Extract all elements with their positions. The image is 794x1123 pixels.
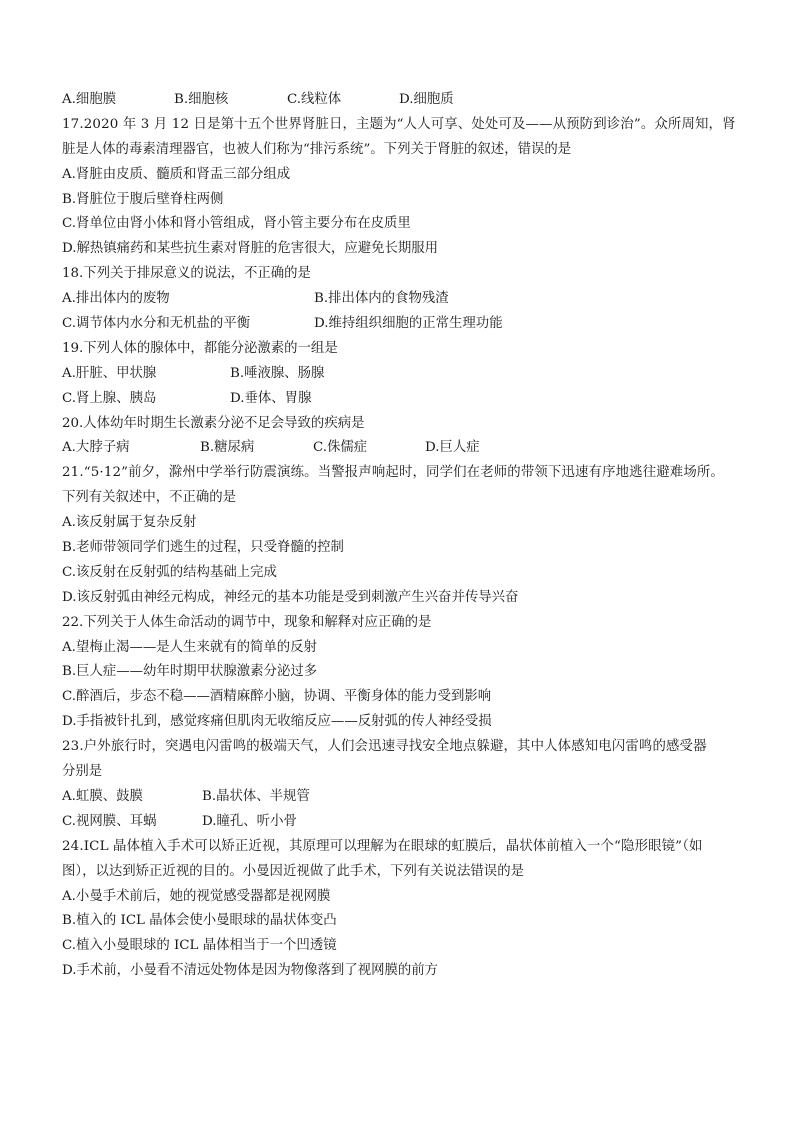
q21-stem-line2: 下列有关叙述中，不正确的是 [62, 490, 237, 506]
q22-stem: 22.下列关于人体生命活动的调节中，现象和解释对应正确的是 [62, 614, 432, 630]
q21-option-d: D.该反射弧由神经元构成，神经元的基本功能是受到刺激产生兴奋并传导兴奋 [62, 589, 519, 605]
q17-option-b: B.肾脏位于腹后壁脊柱两侧 [62, 191, 224, 207]
q22-option-b: B.巨人症——幼年时期甲状腺激素分泌过多 [62, 664, 318, 680]
q20-option-d: D.巨人症 [425, 440, 480, 456]
q23-option-c: C.视网膜、耳蜗 [62, 813, 157, 829]
q18-option-c: C.调节体内水分和无机盐的平衡 [62, 316, 251, 332]
q18-stem: 18.下列关于排尿意义的说法，不正确的是 [62, 266, 311, 282]
q24-option-c: C.植入小曼眼球的 ICL 晶体相当于一个凹透镜 [62, 938, 337, 954]
q23-stem-line2: 分别是 [62, 764, 103, 780]
q16-options [62, 88, 752, 113]
q22-option-c: C.醉酒后，步态不稳——酒精麻醉小脑，协调、平衡身体的能力受到影响 [62, 689, 492, 705]
q16-option-c: C.线粒体 [287, 92, 342, 107]
q19-options-row2 [62, 387, 752, 412]
q23-stem-line1: 23.户外旅行时，突遇电闪雷鸣的极端天气，人们会迅速寻找安全地点躲避，其中人体感知电闪雷鸣的感受器 [62, 739, 707, 755]
q22-option-d: D.手指被针扎到，感觉疼痛但肌肉无收缩反应——反射弧的传人神经受损 [62, 714, 492, 730]
q16-option-d: D.细胞质 [399, 92, 454, 107]
q23-options-row1 [62, 785, 752, 810]
q18-options-row1 [62, 287, 752, 312]
q18-option-d: D.维持组织细胞的正常生理功能 [314, 316, 503, 332]
q21-stem-line1: 21.“5·12”前夕，滁州中学举行防震演练。当警报声响起时，同学们在老师的带领下迅速有序地逃往避难场所。 [62, 465, 724, 481]
q23-option-d: D.瞳孔、听小骨 [202, 813, 297, 829]
q23-option-a: A.虹膜、鼓膜 [62, 788, 143, 804]
q19-option-a: A.肝脏、甲状腺 [62, 365, 157, 381]
q23-option-b: B.晶状体、半规管 [202, 788, 310, 804]
q17-stem-line2: 脏是人体的毒素清理器官，也被人们称为“排污系统”。下列关于肾脏的叙述，错误的是 [62, 141, 572, 157]
q19-stem: 19.下列人体的腺体中，都能分泌激素的一组是 [62, 340, 338, 356]
q20-option-b: B.糖尿病 [200, 440, 255, 456]
q20-option-c: C.侏儒症 [313, 440, 368, 456]
q17-option-a: A.肾脏由皮质、髓质和肾盂三部分组成 [62, 166, 291, 182]
q16-option-a: A.细胞膜 [62, 92, 117, 107]
q22-option-a: A.望梅止渴——是人生来就有的简单的反射 [62, 639, 317, 655]
q17-stem-line1: 17.2020 年 3 月 12 日是第十五个世界肾脏日，主题为“人人可享、处处可及——从预防到诊治”。众所周知，肾 [62, 116, 736, 132]
q19-option-b: B.唾液腺、肠腺 [230, 365, 325, 381]
q17-option-d: D.解热镇痛药和某些抗生素对肾脏的危害很大，应避免长期服用 [62, 241, 439, 257]
q24-stem-line2: 图），以达到矫正近视的目的。小曼因近视做了此手术，下列有关说法错误的是 [62, 863, 524, 879]
q20-options [62, 436, 752, 461]
q24-stem-line1: 24.ICL 晶体植入手术可以矫正近视，其原理可以理解为在眼球的虹膜后，晶状体前植入一个“隐形眼镜”（如 [62, 838, 703, 854]
exam-page [62, 88, 752, 984]
q23-options-row2 [62, 810, 752, 835]
q20-stem: 20.人体幼年时期生长激素分泌不足会导致的疾病是 [62, 415, 365, 431]
q18-option-b: B.排出体内的食物残渣 [314, 291, 449, 307]
q24-option-d: D.手术前，小曼看不清远处物体是因为物像落到了视网膜的前方 [62, 963, 439, 979]
q20-option-a: A.大脖子病 [62, 440, 130, 456]
q21-option-a: A.该反射属于复杂反射 [62, 515, 197, 531]
q19-option-c: C.肾上腺、胰岛 [62, 390, 157, 406]
q24-option-b: B.植入的 ICL 晶体会使小曼眼球的晶状体变凸 [62, 913, 337, 929]
q19-option-d: D.垂体、胃腺 [230, 390, 312, 406]
q18-option-a: A.排出体内的废物 [62, 291, 170, 307]
q17-option-c: C.肾单位由肾小体和肾小管组成，肾小管主要分布在皮质里 [62, 216, 411, 232]
q21-option-b: B.老师带领同学们逃生的过程，只受脊髓的控制 [62, 540, 344, 556]
q24-option-a: A.小曼手术前后，她的视觉感受器都是视网膜 [62, 888, 331, 904]
q18-options-row2 [62, 312, 752, 337]
q19-options-row1 [62, 362, 752, 387]
q21-option-c: C.该反射在反射弧的结构基础上完成 [62, 564, 277, 580]
q16-option-b: B.细胞核 [174, 92, 229, 107]
